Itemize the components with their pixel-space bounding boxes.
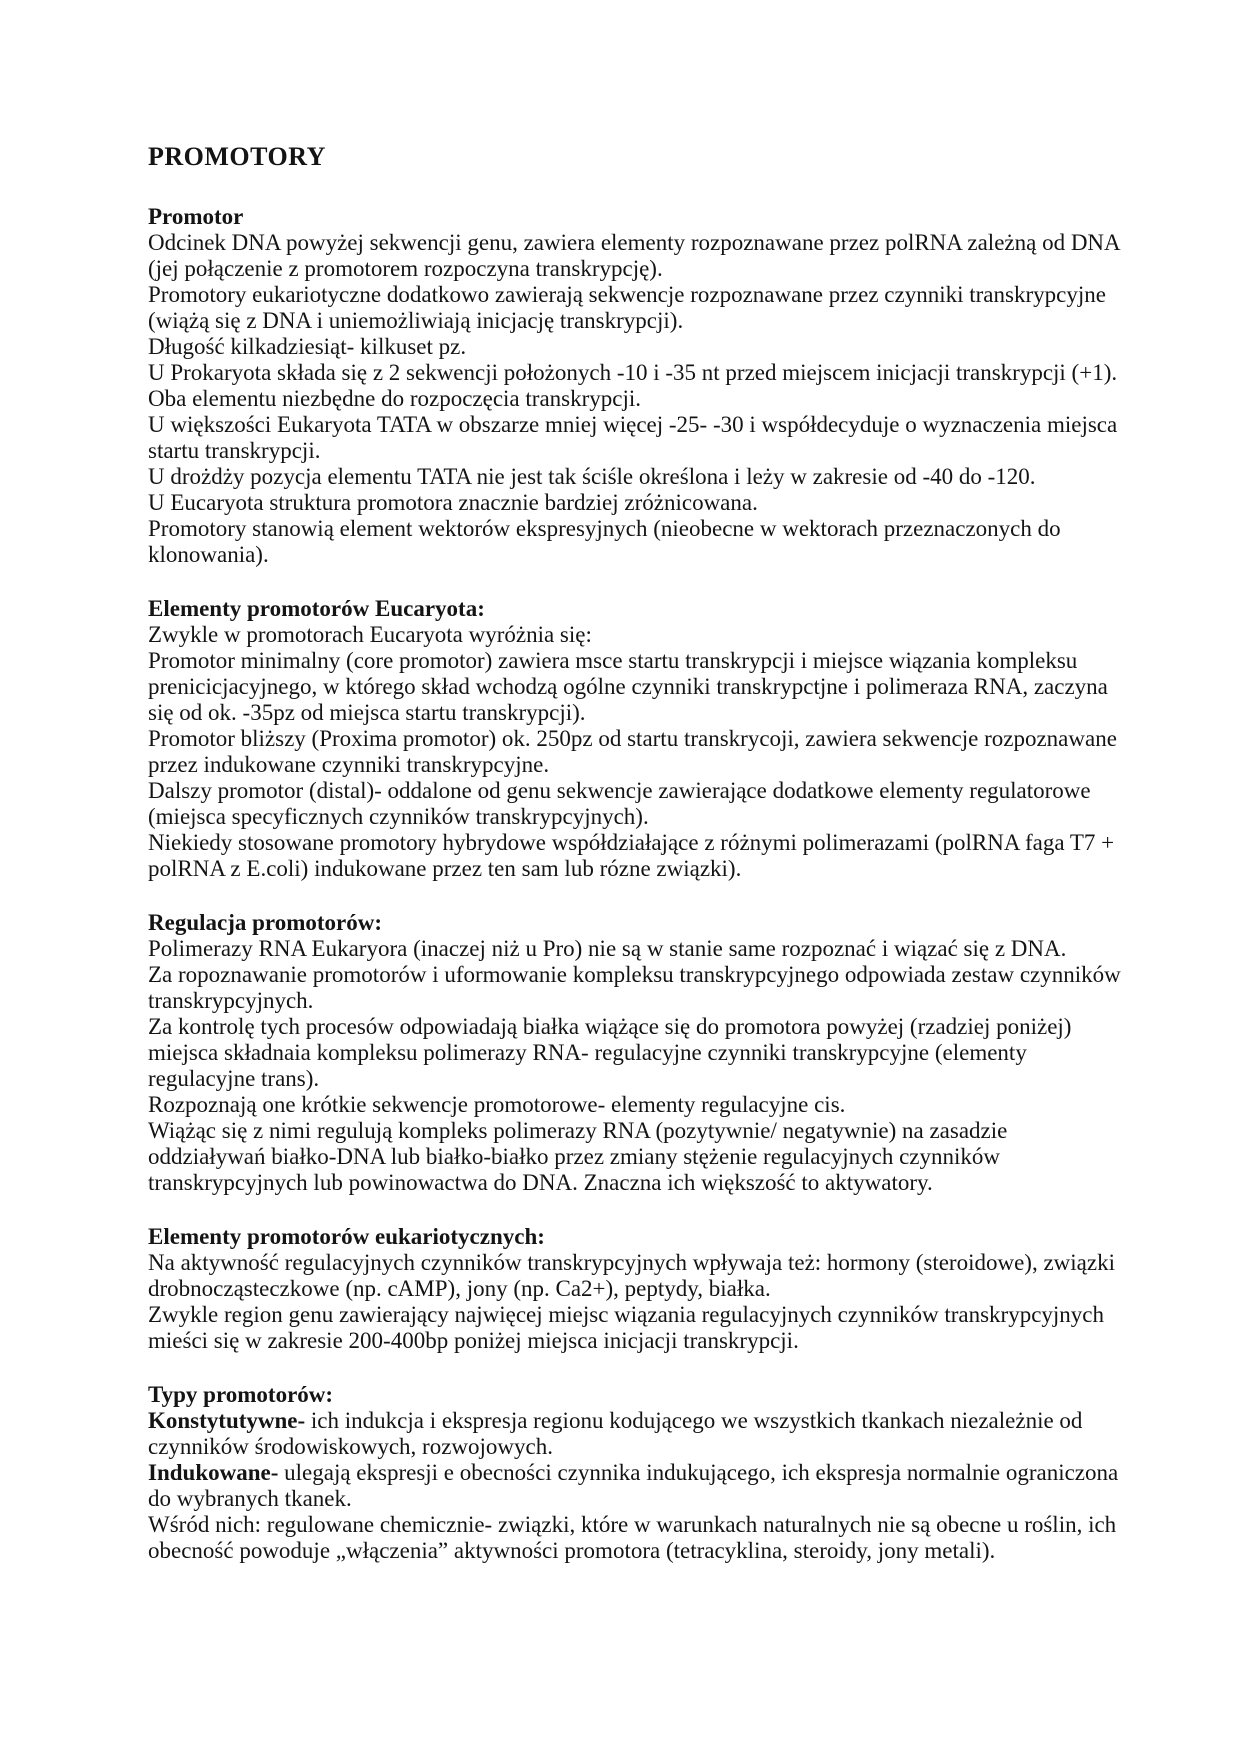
section-regulacja-promotorow: [148, 910, 1122, 1196]
paragraph: Na aktywność regulacyjnych czynników transkrypcyjnych wpływaja też: hormony (steroidowe), związki drobnocząsteczkowe (np. cAMP), jony (np. Ca2+), peptydy, białka.: [148, 1250, 1115, 1301]
paragraph: U drożdży pozycja elementu TATA nie jest tak ściśle określona i leży w zakresie od -40 do -120.: [148, 464, 1036, 489]
paragraph: U większości Eukaryota TATA w obszarze mniej więcej -25- -30 i współdecyduje o wyznaczenia miejsca startu transkrypcji.: [148, 412, 1118, 463]
paragraph: Wśród nich: regulowane chemicznie- związki, które w warunkach naturalnych nie są obecne u roślin, ich obecność powoduje „włączenia” aktywności promotora (tetracyklina, steroidy, jony metali).: [148, 1512, 1117, 1563]
paragraph: Długość kilkadziesiąt- kilkuset pz.: [148, 334, 467, 359]
paragraph: Promotory stanowią element wektorów ekspresyjnych (nieobecne w wektorach przeznaczonych do klonowania).: [148, 516, 1061, 567]
paragraph: U Eucaryota struktura promotora znacznie bardziej zróżnicowana.: [148, 490, 758, 515]
paragraph: Zwykle region genu zawierający najwięcej miejsc wiązania regulacyjnych czynników transkrypcyjnych mieści się w zakresie 200-400bp poniżej miejsca inicjacji transkrypcji.: [148, 1302, 1105, 1353]
paragraph-lead: Konstytutywne-: [148, 1408, 306, 1433]
section-heading: Regulacja promotorów:: [148, 910, 382, 935]
section-promotor: [148, 204, 1122, 568]
paragraph-text: ulegają ekspresji e obecności czynnika indukującego, ich ekspresja normalnie ograniczona do wybranych tkanek.: [148, 1460, 1119, 1511]
paragraph: [148, 1460, 1122, 1512]
paragraph-text: ich indukcja i ekspresja regionu kodującego we wszystkich tkankach niezależnie od czynników środowiskowych, rozwojowych.: [148, 1408, 1083, 1459]
paragraph: Zwykle w promotorach Eucaryota wyróżnia się:: [148, 622, 592, 647]
section-elementy-promotorow-eucaryota: [148, 596, 1122, 882]
paragraph: Odcinek DNA powyżej sekwencji genu, zawiera elementy rozpoznawane przez polRNA zależną od DNA (jej połączenie z promotorem rozpoczyna transkrypcję).: [148, 230, 1120, 281]
section-heading: Elementy promotorów Eucaryota:: [148, 596, 485, 621]
paragraph: Promotory eukariotyczne dodatkowo zawierają sekwencje rozpoznawane przez czynniki transkrypcyjne (wiążą się z DNA i uniemożliwiają inicjację transkrypcji).: [148, 282, 1106, 333]
paragraph: Dalszy promotor (distal)- oddalone od genu sekwencje zawierające dodatkowe elementy regulatorowe (miejsca specyficznych czynników transkrypcyjnych).: [148, 778, 1091, 829]
section-heading: Elementy promotorów eukariotycznych:: [148, 1224, 545, 1249]
paragraph: Promotor minimalny (core promotor) zawiera msce startu transkrypcji i miejsce wiązania kompleksu prenicicjacyjnego, w którego skład wchodzą ogólne czynniki transkrypctjne i polimeraza RNA, zaczyna się od ok. -35pz od miejsca startu transkrypcji).: [148, 648, 1108, 725]
section-heading: Promotor: [148, 204, 244, 229]
paragraph: Niekiedy stosowane promotory hybrydowe współdziałające z różnymi polimerazami (polRNA faga T7 + polRNA z E.coli) indukowane przez ten sam lub rózne związki).: [148, 830, 1115, 881]
paragraph: Rozpoznają one krótkie sekwencje promotorowe- elementy regulacyjne cis.: [148, 1092, 846, 1117]
paragraph: Wiążąc się z nimi regulują kompleks polimerazy RNA (pozytywnie/ negatywnie) na zasadzie oddziaływań białko-DNA lub białko-białko przez zmiany stężenie regulacyjnych czynników transkrypcyjnych lub powinowactwa do DNA. Znaczna ich większość to aktywatory.: [148, 1118, 1008, 1195]
paragraph: Za kontrolę tych procesów odpowiadają białka wiążące się do promotora powyżej (rzadziej poniżej) miejsca składnaia kompleksu polimerazy RNA- regulacyjne czynniki transkrypcyjne (elementy regulacyjne trans).: [148, 1014, 1072, 1091]
paragraph: Za ropoznawanie promotorów i uformowanie kompleksu transkrypcyjnego odpowiada zestaw czynników transkrypcyjnych.: [148, 962, 1121, 1013]
paragraph: [148, 1408, 1122, 1460]
paragraph: Polimerazy RNA Eukaryora (inaczej niż u Pro) nie są w stanie same rozpoznać i wiązać się z DNA.: [148, 936, 1067, 961]
paragraph: Promotor bliższy (Proxima promotor) ok. 250pz od startu transkrycoji, zawiera sekwencje rozpoznawane przez indukowane czynniki transkrypcyjne.: [148, 726, 1117, 777]
section-heading: Typy promotorów:: [148, 1382, 334, 1407]
section-typy-promotorow: [148, 1382, 1122, 1564]
paragraph-lead: Indukowane-: [148, 1460, 279, 1485]
document-title: PROMOTORY: [148, 142, 326, 171]
section-elementy-promotorow-eukariotycznych: [148, 1224, 1122, 1354]
paragraph: U Prokaryota składa się z 2 sekwencji położonych -10 i -35 nt przed miejscem inicjacji transkrypcji (+1). Oba elementu niezbędne do rozpoczęcia transkrypcji.: [148, 360, 1118, 411]
